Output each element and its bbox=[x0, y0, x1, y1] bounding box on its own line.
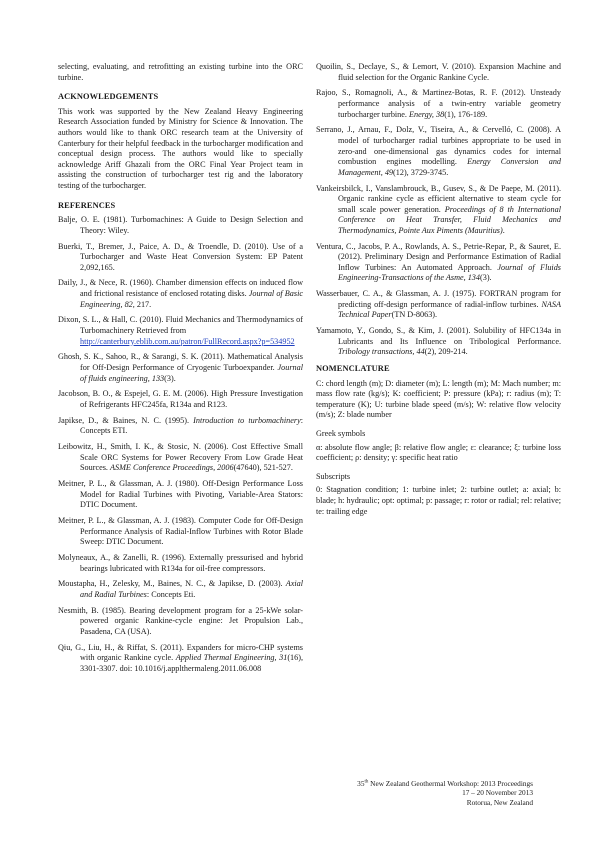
reference-text: Serrano, J., Arnau, F., Dolz, V., Tiseira, A., & Cervelló, C. (2008). A model of turbocharger radial turbines appropriate to be used in zero-and one-dimensional gas dynamics codes for internal combustion engines modelling. bbox=[316, 125, 561, 167]
reference-item bbox=[58, 416, 303, 437]
reference-item bbox=[58, 553, 303, 574]
reference-item bbox=[58, 516, 303, 548]
reference-text: Vankeirsbilck, I., Vanslambrouck, B., Gusev, S., & De Paepe, M. (2011). Organic rankine cycle as efficient alternative to steam cycle for small scale power generation. bbox=[316, 183, 561, 214]
reference-source: Journal of Basic Engineering, 82 bbox=[80, 289, 303, 309]
reference-source: Energy, 38 bbox=[409, 109, 445, 119]
reference-tail: (2), 209-214. bbox=[424, 347, 468, 357]
reference-text: Balje, O. E. (1981). Turbomachines: A Guide to Design Selection and Theory: Wiley. bbox=[58, 215, 303, 235]
reference-link[interactable]: http://canterbury.eblib.com.au/patron/FullRecord.aspx?p=534952 bbox=[80, 336, 295, 346]
reference-source: Energy Conversion and Management, 49 bbox=[338, 157, 562, 177]
reference-item bbox=[316, 184, 561, 237]
reference-tail: (16), 3301-3307. doi: 10.1016/j.applthermaleng.2011.06.008 bbox=[80, 653, 303, 673]
reference-item bbox=[58, 215, 303, 236]
reference-item bbox=[316, 242, 561, 284]
reference-item bbox=[316, 289, 561, 321]
acknowledgements-text: This work was supported by the New Zealand Heavy Engineering Research Association funded by Ministry for Science & Innovation. The authors would like to thank ORC research team at the University of Canterbury for their helpful feedback in the turbocharger modification and conceptual design process. The authors would like to specially acknowledge Ariff Ghazali from the ORC Final Year Project team in assisting the construction of turbocharger test rig and the laboratory testing of the turbocharger. bbox=[58, 106, 303, 190]
reference-text: Nesmith, B. (1985). Bearing development program for a 25-kWe solar-powered organic Rankine-cycle engine: Jet Propulsion Lab., Pasadena, CA (USA). bbox=[58, 605, 303, 636]
reference-item bbox=[316, 326, 561, 358]
reference-tail: (47640), 521-527. bbox=[233, 463, 293, 473]
reference-list-left bbox=[58, 215, 303, 674]
reference-tail: : Concepts Eti. bbox=[146, 590, 196, 599]
reference-text: Rajoo, S., Romagnoli, A., & Martinez-Botas, R. F. (2012). Unsteady performance analysis of a twin-entry variable geometry turbocharger turbine. bbox=[316, 88, 561, 119]
reference-text: Buerki, T., Bremer, J., Paice, A. D., & Troendle, D. (2010). Use of a Turbocharger and Waste Heat Conversion System: EP Patent 2,092,165. bbox=[58, 241, 303, 272]
intro-paragraph: selecting, evaluating, and retrofitting an existing turbine into the ORC turbine. bbox=[58, 62, 303, 82]
reference-item bbox=[58, 389, 303, 410]
subscripts-text: 0: Stagnation condition; 1: turbine inlet; 2: turbine outlet; a: axial; b: blade; h: hydraulic; opt: optimal; p: passage; r: rotor or radial; rel: relative; te: trailing edge bbox=[316, 485, 561, 516]
reference-item bbox=[58, 442, 303, 474]
nomenclature-text: C: chord length (m); D: diameter (m); L: length (m); M: Mach number; m: mass flow rate (kg/s); K: coefficient; P: pressure (kPa); r: radius (m); T: temperature (K); U: turbine blade speed (m/s); W: relative flow velocity (m/s); Z: blade number bbox=[316, 378, 561, 420]
reference-item bbox=[58, 643, 303, 675]
footer-line-1 bbox=[273, 779, 533, 788]
reference-source: Journal of fluids engineering, 133 bbox=[80, 363, 303, 383]
reference-text: Japikse, D., & Baines, N. C. (1995). bbox=[58, 415, 194, 425]
reference-source: Applied Thermal Engineering, 31 bbox=[175, 653, 288, 663]
reference-item bbox=[58, 315, 303, 347]
workshop-title: New Zealand Geothermal Workshop: 2013 Proceedings bbox=[368, 779, 533, 788]
reference-tail: , 217. bbox=[132, 299, 152, 309]
reference-text: Jacobson, B. O., & Espejel, G. E. M. (2006). High Pressure Investigation of Refrigerants HFC245fa, R134a and R123. bbox=[58, 389, 303, 409]
reference-tail: (12), 3729-3745. bbox=[393, 167, 449, 177]
reference-tail: : Concepts ETI. bbox=[80, 415, 303, 436]
reference-source: Introduction to turbomachinery bbox=[193, 415, 301, 425]
workshop-ordinal: th bbox=[364, 779, 369, 785]
reference-tail: . bbox=[502, 225, 505, 235]
reference-source: Proceedings of 8 th International Conference on Heat Transfer, Fluid Mechanics and Thermodynamics, Pointe Aux Piments (Mauritius) bbox=[338, 204, 561, 235]
left-column bbox=[58, 62, 303, 680]
reference-item bbox=[58, 579, 303, 600]
footer-location: Rotorua, New Zealand bbox=[466, 797, 533, 807]
reference-text: Yamamoto, Y., Gondo, S., & Kim, J. (2001). Solubility of HFC134a in Lubricants and Its Influence on Tribological Performance. bbox=[316, 326, 561, 346]
reference-source: Axial and Radial Turbines bbox=[80, 579, 303, 599]
reference-source: NASA Technical Paper bbox=[338, 299, 561, 320]
reference-tail: (3). bbox=[480, 273, 492, 283]
reference-text: Leibowitz, H., Smith, I. K., & Stosic, N. (2006). Cost Effective Small Scale ORC Systems for Power Recovery From Low Grade Heat Sources. bbox=[58, 442, 303, 473]
reference-text: Moustapha, H., Zelesky, M., Baines, N. C., & Japikse, D. (2003). bbox=[58, 579, 286, 589]
reference-text: Dixon, S. L., & Hall, C. (2010). Fluid Mechanics and Thermodynamics of Turbomachinery Retrieved from bbox=[58, 315, 303, 336]
reference-text: Daily, J., & Nece, R. (1960). Chamber dimension effects on induced flow and frictional resistance of enclosed rotating disks. bbox=[58, 278, 303, 299]
reference-item bbox=[58, 352, 303, 384]
reference-source: Journal of Fluids Engineering-Transactions of the Asme, 134 bbox=[338, 262, 561, 283]
greek-symbols-text: α: absolute flow angle; β: relative flow angle; ε: clearance; ξ: turbine loss coefficient; ρ: density; γ: specific heat ratio bbox=[316, 442, 561, 463]
nomenclature-heading: NOMENCLATURE bbox=[316, 363, 390, 373]
reference-tail: (1), 176-189. bbox=[444, 109, 488, 119]
references-heading: REFERENCES bbox=[58, 200, 116, 210]
reference-source: Tribology transactions, 44 bbox=[338, 347, 425, 357]
subscripts-heading: Subscripts bbox=[316, 471, 351, 481]
reference-text: Molyneaux, A., & Zanelli, R. (1996). Externally pressurised and hybrid bearings lubricated with R134a for oil-free compressors. bbox=[58, 553, 303, 573]
footer-dates: 17 – 20 November 2013 bbox=[462, 788, 533, 798]
reference-item bbox=[58, 242, 303, 274]
reference-tail: (TN D-8063). bbox=[391, 310, 438, 320]
workshop-number: 35 bbox=[357, 779, 365, 788]
reference-tail: (3). bbox=[164, 373, 176, 383]
reference-item bbox=[58, 479, 303, 511]
reference-item bbox=[316, 62, 561, 83]
reference-text: Ghosh, S. K., Sahoo, R., & Sarangi, S. K. (2011). Mathematical Analysis for Off-Design Performance of Cryogenic Turboexpander. bbox=[58, 352, 303, 372]
reference-text: Qiu, G., Liu, H., & Riffat, S. (2011). Expanders for micro-CHP systems with organic Rankine cycle. bbox=[58, 642, 303, 663]
greek-symbols-heading: Greek symbols bbox=[316, 428, 366, 438]
reference-item bbox=[58, 606, 303, 638]
right-column bbox=[316, 62, 561, 517]
reference-item bbox=[316, 88, 561, 120]
reference-item bbox=[58, 278, 303, 310]
acknowledgements-heading: ACKNOWLEDGEMENTS bbox=[58, 92, 159, 102]
reference-text: Meitner, P. L., & Glassman, A. J. (1983). Computer Code for Off-Design Performance Analysis of Radial-Inflow Turbines with Rotor Blade Sweep: DTIC Document. bbox=[58, 516, 303, 547]
page-footer bbox=[273, 779, 533, 807]
reference-list-right bbox=[316, 62, 561, 358]
reference-text: Ventura, C., Jacobs, P. A., Rowlands, A. S., Petrie-Repar, P., & Sauret, E. (2012). Preliminary Design and Performance Estimation of Radial Inflow Turbines: An Automated Approach. bbox=[316, 241, 561, 272]
reference-item bbox=[316, 125, 561, 178]
reference-source: ASME Conference Proceedings, 2006 bbox=[110, 463, 234, 473]
reference-text: Wasserbauer, C. A., & Glassman, A. J. (1975). FORTRAN program for predicting off-design performance of radial-inflow turbines. bbox=[316, 289, 561, 309]
reference-text: Meitner, P. L., & Glassman, A. J. (1980). Off-Design Performance Loss Model for Radial Turbines with Pivoting, Variable-Area Stators: DTIC Document. bbox=[58, 479, 303, 510]
reference-text: Quoilin, S., Declaye, S., & Lemort, V. (2010). Expansion Machine and fluid selection for the Organic Rankine Cycle. bbox=[316, 62, 561, 82]
